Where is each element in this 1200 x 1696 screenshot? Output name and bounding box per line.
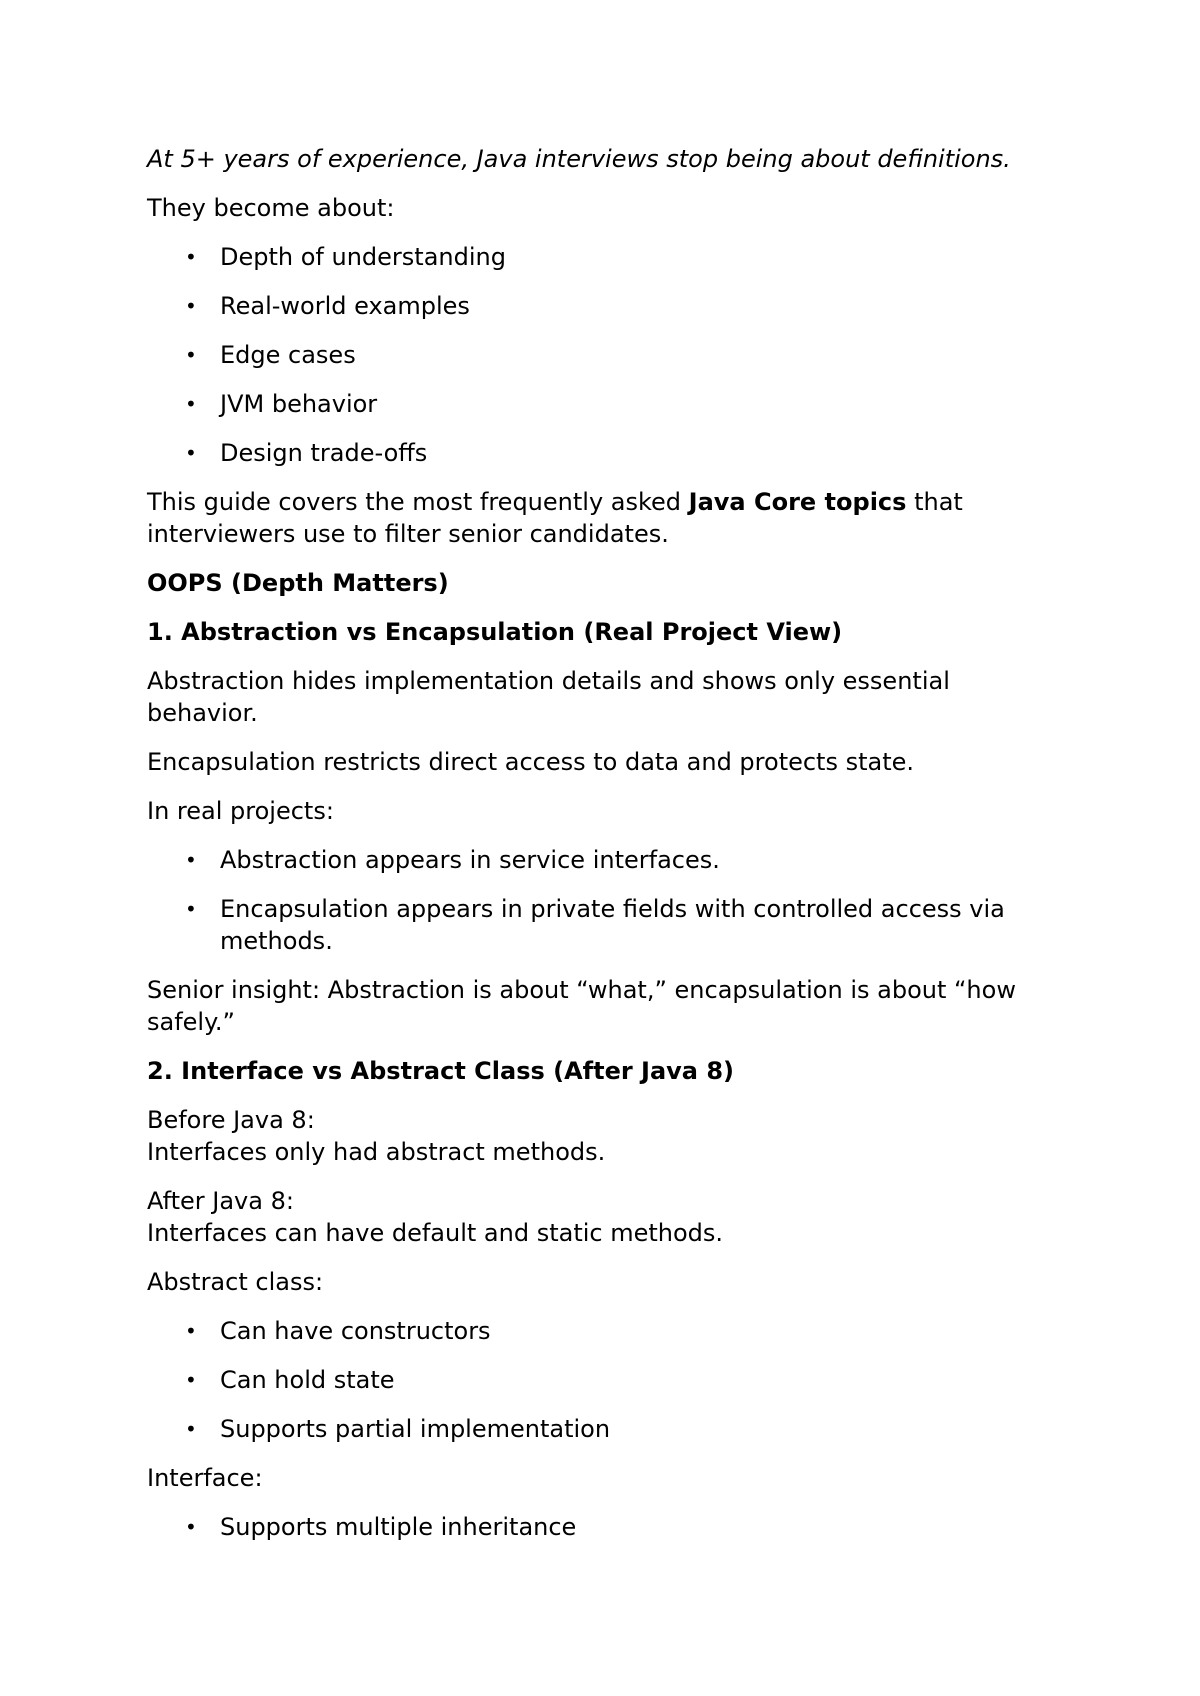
before-java8-text: Interfaces only had abstract methods. <box>147 1138 606 1166</box>
oops-heading: OOPS (Depth Matters) <box>147 569 449 597</box>
bullet-icon: • <box>185 245 197 269</box>
interface-list <box>147 1511 1047 1543</box>
section-1-heading: 1. Abstraction vs Encapsulation (Real Project View) <box>147 618 843 646</box>
list-item: • JVM behavior <box>185 390 378 418</box>
bullet-icon: • <box>185 897 197 921</box>
abstract-class-list <box>147 1315 1047 1445</box>
guide-bold-text: Java Core topics <box>688 488 907 516</box>
bullet-icon: • <box>185 1319 197 1343</box>
section-1-list <box>147 844 1047 957</box>
bullet-icon: • <box>185 392 197 416</box>
bullet-icon: • <box>185 441 197 465</box>
after-java8-label: After Java 8: <box>147 1187 294 1215</box>
list-item: • Edge cases <box>185 341 356 369</box>
list-item: • Depth of understanding <box>185 243 506 271</box>
bullet-icon: • <box>185 343 197 367</box>
senior-insight-text: Senior insight: Abstraction is about “what,” encapsulation is about “how safely.” <box>147 976 1016 1036</box>
list-item: • Can hold state <box>185 1366 395 1394</box>
list-item: • Abstraction appears in service interfaces. <box>185 846 720 874</box>
guide-paragraph: This guide covers the most frequently asked Java Core topics that interviewers use to filter senior candidates. <box>147 488 963 548</box>
intro-text: At 5+ years of experience, Java interviews stop being about definitions. <box>147 145 1011 173</box>
section-1-paragraph: Abstraction hides implementation details and shows only essential behavior. <box>147 667 950 727</box>
before-java8-label: Before Java 8: <box>147 1106 315 1134</box>
bullet-icon: • <box>185 848 197 872</box>
about-list <box>147 241 1047 469</box>
section-2-heading: 2. Interface vs Abstract Class (After Java 8) <box>147 1057 735 1085</box>
before-java8-block <box>147 1104 1047 1168</box>
bullet-icon: • <box>185 1515 197 1539</box>
list-item: • Can have constructors <box>185 1317 491 1345</box>
abstract-class-label: Abstract class: <box>147 1268 324 1296</box>
list-item: • Supports multiple inheritance <box>185 1513 577 1541</box>
after-java8-text: Interfaces can have default and static methods. <box>147 1219 724 1247</box>
document-page <box>147 143 1047 1560</box>
bullet-icon: • <box>185 1417 197 1441</box>
they-become-text: They become about: <box>147 194 395 222</box>
list-item: • Real-world examples <box>185 292 470 320</box>
list-item: • Supports partial implementation <box>185 1415 611 1443</box>
interface-label: Interface: <box>147 1464 263 1492</box>
list-item: • Design trade-offs <box>185 439 428 467</box>
bullet-icon: • <box>185 1368 197 1392</box>
after-java8-block <box>147 1185 1047 1249</box>
bullet-icon: • <box>185 294 197 318</box>
list-item: • Encapsulation appears in private fields with controlled access via methods. <box>185 895 1005 955</box>
section-1-paragraph: In real projects: <box>147 797 334 825</box>
section-1-paragraph: Encapsulation restricts direct access to data and protects state. <box>147 748 915 776</box>
